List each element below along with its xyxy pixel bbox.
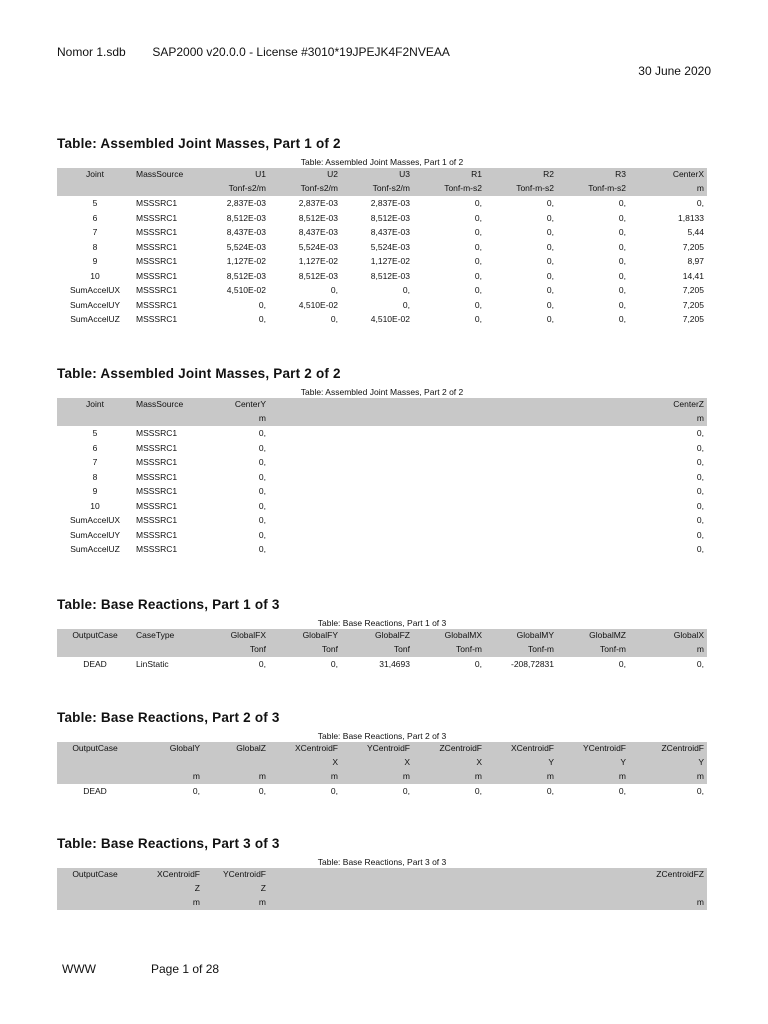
- unit-cell: m: [629, 770, 707, 784]
- table-cell: 0,: [696, 442, 704, 453]
- table-cell: 0,: [474, 299, 482, 310]
- col-header: MassSource: [133, 398, 203, 412]
- table-cell: 5: [92, 198, 98, 208]
- table-cell: 0,: [618, 659, 626, 669]
- table-cell: 0,: [618, 241, 626, 252]
- table-row: [57, 240, 707, 255]
- table-cell: 0,: [258, 314, 266, 324]
- header-license: SAP2000 v20.0.0 - License #3010*19JPEJK4F2NVEAA: [152, 45, 450, 59]
- unit-cell: m: [485, 770, 557, 784]
- table-cell: 0,: [402, 786, 410, 796]
- unit-cell: m: [269, 770, 341, 784]
- unit-cell: m: [341, 770, 413, 784]
- col-header-suffix: Y: [485, 756, 557, 770]
- table-cell: 0,: [618, 212, 626, 223]
- table-row: [57, 211, 707, 226]
- col-header: GlobalX: [629, 629, 707, 643]
- table-cell: DEAD: [83, 659, 107, 669]
- table-cell: 1,8133: [678, 212, 704, 223]
- col-header: GlobalMY: [485, 629, 557, 643]
- table-cell: 0,: [258, 299, 266, 310]
- table-cell: 0,: [258, 500, 266, 511]
- table-cell: 9: [92, 256, 98, 266]
- page-header: [57, 45, 450, 59]
- table-cell: -208,72831: [510, 659, 554, 669]
- col-header: U2: [269, 168, 341, 182]
- col-header: MassSource: [133, 168, 203, 182]
- section-title: Table: Base Reactions, Part 2 of 3: [57, 710, 280, 725]
- table-cell: 0,: [618, 786, 626, 796]
- unit-cell: [57, 412, 133, 426]
- col-header: CenterX: [629, 168, 707, 182]
- unit-cell: m: [203, 770, 269, 784]
- unit-cell: m: [269, 896, 707, 910]
- table-cell: 0,: [546, 299, 554, 310]
- table-cell: 4,510E-02: [370, 314, 410, 324]
- unit-cell: Tonf-m: [485, 643, 557, 657]
- table-row: [57, 441, 707, 456]
- table-cell: 14,41: [682, 270, 704, 281]
- col-header-suffix: X: [413, 756, 485, 770]
- table-cell: 0,: [546, 314, 554, 324]
- col-header: GlobalFX: [203, 629, 269, 643]
- table-cell: 0,: [618, 198, 626, 208]
- table-cell: 0,: [696, 198, 704, 208]
- table-cell: 4,510E-02: [298, 299, 338, 310]
- col-header-suffix: [203, 756, 269, 770]
- table-cell: 10: [90, 500, 100, 511]
- col-header: OutputCase: [57, 629, 133, 643]
- table-cell: 0,: [546, 285, 554, 295]
- table-cell: 8,512E-03: [226, 212, 266, 223]
- table-cell: MSSSRC1: [136, 299, 178, 310]
- unit-cell: Tonf-m-s2: [413, 182, 485, 196]
- col-header-suffix: X: [269, 756, 341, 770]
- table-cell: 8,437E-03: [298, 227, 338, 237]
- units-row: [57, 896, 707, 910]
- table-cell: 8,437E-03: [226, 227, 266, 237]
- unit-cell: m: [557, 770, 629, 784]
- col-header-suffix: [57, 756, 133, 770]
- table-cell: 0,: [258, 428, 266, 438]
- col-header: R1: [413, 168, 485, 182]
- table-body: [57, 196, 707, 327]
- col-header: GlobalMX: [413, 629, 485, 643]
- table-cell: 0,: [696, 515, 704, 525]
- table-cell: 0,: [330, 285, 338, 295]
- table-cell: 0,: [696, 500, 704, 511]
- table-cell: 1,127E-02: [226, 256, 266, 266]
- unit-cell: Tonf-s2/m: [203, 182, 269, 196]
- base-reactions-table-2: [57, 742, 707, 799]
- table-cell: MSSSRC1: [136, 486, 178, 496]
- base-reactions-table-3: [57, 868, 707, 910]
- table-cell: DEAD: [83, 786, 107, 796]
- unit-cell: Tonf: [269, 643, 341, 657]
- col-header: GlobalMZ: [557, 629, 629, 643]
- section-base-reactions-3: [57, 836, 707, 910]
- unit-cell: Tonf-s2/m: [341, 182, 413, 196]
- table-cell: 8,437E-03: [370, 227, 410, 237]
- table-cell: 0,: [402, 299, 410, 310]
- col-header: OutputCase: [57, 868, 133, 882]
- table-cell: SumAccelUY: [69, 299, 121, 310]
- table-cell: 6: [92, 212, 98, 223]
- col-header-suffix: Y: [557, 756, 629, 770]
- unit-cell: Tonf: [203, 643, 269, 657]
- table-cell: 5,524E-03: [226, 241, 266, 252]
- col-header-suffix: Y: [629, 756, 707, 770]
- table-cell: 0,: [330, 786, 338, 796]
- table-cell: 2,837E-03: [298, 198, 338, 208]
- table-caption: Table: Assembled Joint Masses, Part 2 of 2: [300, 387, 464, 397]
- table-cell: 0,: [474, 786, 482, 796]
- table-cell: 8,512E-03: [370, 212, 410, 223]
- table-cell: 10: [90, 270, 100, 281]
- col-header: OutputCase: [57, 742, 133, 756]
- section-title: Table: Assembled Joint Masses, Part 1 of 2: [57, 136, 341, 151]
- table-cell: 8,512E-03: [226, 270, 266, 281]
- table-caption: Table: Base Reactions, Part 1 of 3: [317, 618, 447, 628]
- table-cell: MSSSRC1: [136, 285, 178, 295]
- header-row: [57, 868, 707, 882]
- table-cell: 0,: [474, 241, 482, 252]
- table-cell: SumAccelUY: [69, 529, 121, 540]
- unit-cell: Tonf: [341, 643, 413, 657]
- section-base-reactions-1: [57, 597, 707, 672]
- table-cell: 0,: [696, 786, 704, 796]
- unit-cell: m: [629, 182, 707, 196]
- table-cell: 0,: [618, 227, 626, 237]
- table-cell: 8,512E-03: [298, 212, 338, 223]
- table-cell: 1,127E-02: [370, 256, 410, 266]
- joint-masses-table-2: [57, 398, 707, 557]
- col-header: GlobalY: [133, 742, 203, 756]
- col-header: U3: [341, 168, 413, 182]
- table-cell: 0,: [474, 227, 482, 237]
- table-cell: 0,: [618, 314, 626, 324]
- section-joint-masses-2: [57, 366, 707, 557]
- table-cell: 0,: [258, 786, 266, 796]
- table-cell: 0,: [546, 270, 554, 281]
- table-cell: 0,: [696, 457, 704, 467]
- table-cell: 0,: [546, 227, 554, 237]
- header-row-continued: [57, 756, 707, 770]
- table-cell: MSSSRC1: [136, 529, 178, 540]
- table-row: [57, 455, 707, 470]
- unit-cell: m: [133, 896, 203, 910]
- table-body: [57, 657, 707, 672]
- table-cell: 0,: [546, 212, 554, 223]
- table-row: [57, 196, 707, 211]
- table-row: [57, 784, 707, 799]
- table-row: [57, 513, 707, 528]
- table-cell: 8: [92, 241, 98, 252]
- table-row: [57, 657, 707, 672]
- table-cell: 0,: [474, 212, 482, 223]
- table-cell: 7,205: [682, 241, 704, 252]
- table-cell: 5,524E-03: [298, 241, 338, 252]
- table-cell: 0,: [258, 457, 266, 467]
- table-cell: 0,: [474, 285, 482, 295]
- table-cell: 0,: [474, 198, 482, 208]
- unit-cell: [57, 643, 133, 657]
- header-row-continued: [57, 882, 707, 896]
- col-header: YCentroidF: [203, 868, 269, 882]
- col-header: ZCentroidF: [413, 742, 485, 756]
- table-cell: 8,512E-03: [298, 270, 338, 281]
- table-cell: SumAccelUX: [69, 515, 121, 525]
- col-header: GlobalFZ: [341, 629, 413, 643]
- header-row: [57, 398, 707, 412]
- table-cell: 0,: [258, 515, 266, 525]
- col-header: R2: [485, 168, 557, 182]
- table-row: [57, 254, 707, 269]
- table-cell: 0,: [258, 544, 266, 554]
- table-cell: MSSSRC1: [136, 544, 178, 554]
- table-cell: 0,: [618, 256, 626, 266]
- table-cell: MSSSRC1: [136, 198, 178, 208]
- section-joint-masses-1: [57, 136, 707, 327]
- table-cell: MSSSRC1: [136, 314, 178, 324]
- units-row: [57, 412, 707, 426]
- col-header-suffix: Z: [133, 882, 203, 896]
- table-cell: 7,205: [682, 285, 704, 295]
- col-header: CenterZ: [269, 398, 707, 412]
- col-header: YCentroidF: [557, 742, 629, 756]
- section-base-reactions-2: [57, 710, 707, 799]
- table-cell: 7: [92, 457, 98, 467]
- table-cell: 0,: [546, 198, 554, 208]
- table-cell: 0,: [618, 270, 626, 281]
- table-cell: 6: [92, 442, 98, 453]
- col-header: Joint: [57, 168, 133, 182]
- col-header: R3: [557, 168, 629, 182]
- table-cell: MSSSRC1: [136, 270, 178, 281]
- col-header: U1: [203, 168, 269, 182]
- table-cell: SumAccelUX: [69, 285, 121, 295]
- section-title: Table: Base Reactions, Part 1 of 3: [57, 597, 280, 612]
- header-date: 30 June 2020: [638, 64, 711, 78]
- table-cell: 0,: [258, 486, 266, 496]
- unit-cell: [57, 896, 133, 910]
- table-cell: 2,837E-03: [370, 198, 410, 208]
- table-cell: 0,: [258, 442, 266, 453]
- table-cell: 7: [92, 227, 98, 237]
- table-row: [57, 269, 707, 284]
- table-cell: 0,: [546, 241, 554, 252]
- col-header-suffix: X: [341, 756, 413, 770]
- table-cell: MSSSRC1: [136, 256, 178, 266]
- table-cell: 9: [92, 486, 98, 496]
- table-cell: 0,: [696, 471, 704, 482]
- table-cell: MSSSRC1: [136, 212, 178, 223]
- table-cell: 7,205: [682, 314, 704, 324]
- table-body: [57, 426, 707, 557]
- table-cell: 5,524E-03: [370, 241, 410, 252]
- table-row: [57, 542, 707, 557]
- table-cell: MSSSRC1: [136, 241, 178, 252]
- table-cell: 2,837E-03: [226, 198, 266, 208]
- table-cell: 0,: [258, 659, 266, 669]
- table-cell: 0,: [192, 786, 200, 796]
- col-header-suffix: [269, 882, 707, 896]
- col-header-suffix: Z: [203, 882, 269, 896]
- base-reactions-table-1: [57, 629, 707, 672]
- table-cell: 0,: [546, 256, 554, 266]
- table-cell: 7,205: [682, 299, 704, 310]
- unit-cell: [133, 643, 203, 657]
- table-cell: MSSSRC1: [136, 442, 178, 453]
- col-header: Joint: [57, 398, 133, 412]
- table-cell: 0,: [696, 428, 704, 438]
- table-cell: LinStatic: [136, 659, 169, 669]
- table-cell: 0,: [546, 786, 554, 796]
- unit-cell: m: [413, 770, 485, 784]
- table-cell: 0,: [696, 544, 704, 554]
- unit-cell: m: [629, 643, 707, 657]
- table-caption: Table: Base Reactions, Part 2 of 3: [317, 731, 447, 741]
- unit-cell: Tonf-s2/m: [269, 182, 341, 196]
- col-header: GlobalZ: [203, 742, 269, 756]
- table-row: [57, 225, 707, 240]
- section-title: Table: Base Reactions, Part 3 of 3: [57, 836, 280, 851]
- units-row: [57, 643, 707, 657]
- table-cell: 0,: [474, 659, 482, 669]
- col-header: GlobalFY: [269, 629, 341, 643]
- col-header: ZCentroidF: [629, 742, 707, 756]
- unit-cell: m: [269, 412, 707, 426]
- table-cell: MSSSRC1: [136, 227, 178, 237]
- col-header: CaseType: [133, 629, 203, 643]
- unit-cell: Tonf-m: [413, 643, 485, 657]
- joint-masses-table-1: [57, 168, 707, 327]
- unit-cell: [133, 182, 203, 196]
- units-row: [57, 770, 707, 784]
- table-cell: 5,44: [687, 227, 704, 237]
- table-cell: 0,: [258, 529, 266, 540]
- table-row: [57, 312, 707, 327]
- col-header: ZCentroidFZ: [269, 868, 707, 882]
- table-cell: SumAccelUZ: [70, 314, 120, 324]
- table-cell: 0,: [330, 314, 338, 324]
- section-title: Table: Assembled Joint Masses, Part 2 of 2: [57, 366, 341, 381]
- table-row: [57, 528, 707, 543]
- unit-cell: m: [203, 896, 269, 910]
- header-file-name: Nomor 1.sdb: [57, 45, 126, 59]
- table-cell: 0,: [618, 299, 626, 310]
- table-cell: 0,: [402, 285, 410, 295]
- table-cell: 0,: [474, 314, 482, 324]
- table-cell: MSSSRC1: [136, 500, 178, 511]
- table-cell: MSSSRC1: [136, 457, 178, 467]
- table-row: [57, 426, 707, 441]
- table-body: [57, 784, 707, 799]
- table-cell: 0,: [258, 471, 266, 482]
- col-header: YCentroidF: [341, 742, 413, 756]
- col-header-suffix: [133, 756, 203, 770]
- table-caption: Table: Base Reactions, Part 3 of 3: [317, 857, 447, 867]
- unit-cell: Tonf-m-s2: [557, 182, 629, 196]
- table-row: [57, 499, 707, 514]
- col-header: CenterY: [203, 398, 269, 412]
- unit-cell: m: [203, 412, 269, 426]
- col-header-suffix: [57, 882, 133, 896]
- unit-cell: [57, 770, 133, 784]
- table-cell: 8,512E-03: [370, 270, 410, 281]
- col-header: XCentroidF: [485, 742, 557, 756]
- table-cell: 0,: [474, 270, 482, 281]
- unit-cell: m: [133, 770, 203, 784]
- table-row: [57, 298, 707, 313]
- footer-left-text: WWW: [62, 962, 96, 976]
- table-row: [57, 484, 707, 499]
- table-caption: Table: Assembled Joint Masses, Part 1 of 2: [300, 157, 464, 167]
- table-cell: MSSSRC1: [136, 471, 178, 482]
- header-row: [57, 742, 707, 756]
- table-cell: MSSSRC1: [136, 515, 178, 525]
- unit-cell: Tonf-m: [557, 643, 629, 657]
- table-cell: MSSSRC1: [136, 428, 178, 438]
- table-cell: 0,: [618, 285, 626, 295]
- table-cell: 31,4693: [379, 659, 410, 669]
- units-row: [57, 182, 707, 196]
- table-cell: 0,: [696, 486, 704, 496]
- unit-cell: [133, 412, 203, 426]
- table-cell: 5: [92, 428, 98, 438]
- col-header: XCentroidF: [269, 742, 341, 756]
- table-cell: 0,: [330, 659, 338, 669]
- col-header: XCentroidF: [133, 868, 203, 882]
- footer-page-number: Page 1 of 28: [151, 962, 220, 976]
- table-cell: 0,: [474, 256, 482, 266]
- table-cell: 8,97: [687, 256, 704, 266]
- table-cell: 8: [92, 471, 98, 482]
- table-cell: 1,127E-02: [298, 256, 338, 266]
- table-cell: 0,: [696, 529, 704, 540]
- table-cell: 0,: [696, 659, 704, 669]
- table-row: [57, 283, 707, 298]
- unit-cell: Tonf-m-s2: [485, 182, 557, 196]
- unit-cell: [57, 182, 133, 196]
- table-row: [57, 470, 707, 485]
- header-row: [57, 168, 707, 182]
- table-cell: 4,510E-02: [226, 285, 266, 295]
- header-row: [57, 629, 707, 643]
- table-cell: SumAccelUZ: [70, 544, 120, 554]
